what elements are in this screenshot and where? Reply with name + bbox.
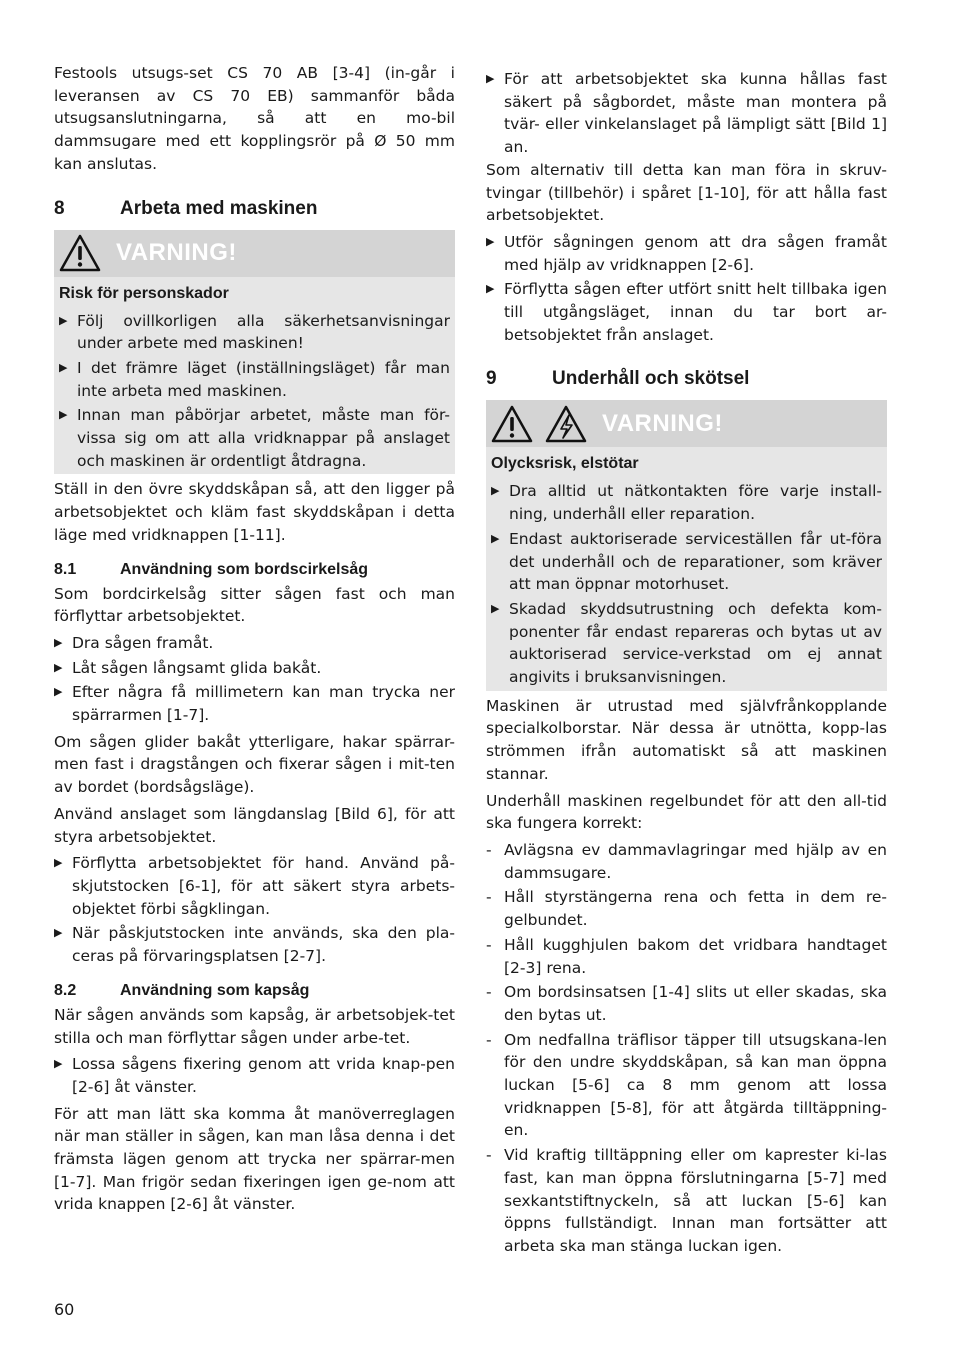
list-item: ▶ I det främre läget (inställningsläget) får man inte arbeta med maskinen. bbox=[59, 357, 450, 402]
warning-body bbox=[54, 277, 455, 475]
paragraph: Som alternativ till detta kan man föra in skruv-tvingar (tillbehör) i spåret [1-10], för att hålla fast arbetsobjektet. bbox=[486, 160, 887, 225]
triangle-right-icon: ▶ bbox=[491, 601, 500, 615]
list-item: ▶ Utför sågningen genom att dra sågen framåt med hjälp av vridknappen [2-6]. bbox=[486, 231, 887, 276]
list-item: - Avlägsna ev dammavlagringar med hjälp av en dammsugare. bbox=[486, 839, 887, 884]
paragraph: För att man lätt ska komma åt manöverreglagen när man ställer in sågen, kan man låsa denna i det främsta lägen genom att trycka ner spärrar-men [1-7]. Man frigör sedan fixeringen igen ge-nom att vrida knappen [2-6] åt vänster. bbox=[54, 1104, 455, 1214]
triangle-right-icon: ▶ bbox=[59, 360, 68, 374]
paragraph: Använd anslaget som längdanslag [Bild 6], för att styra arbetsobjektet. bbox=[54, 804, 455, 846]
list-item: ▶ När påskjutstocken inte används, ska den pla-ceras på förvaringsplatsen [2-7]. bbox=[54, 922, 455, 967]
intro-paragraph: Festools utsugs-set CS 70 AB [3-4] (in-går i leveransen av CS 70 EB) sammanför båda utsugsanslutningarna, så att en mo-bil dammsugare med ett kopplingsrör på Ø 50 mm kan anslutas. bbox=[54, 64, 455, 173]
paragraph: När sågen används som kapsåg, är arbetsobjek-tet stilla och man förflyttar sågen under arbe-tet. bbox=[54, 1005, 455, 1047]
list-item: - Håll styrstängerna rena och fetta in dem re-gelbundet. bbox=[486, 886, 887, 931]
dash-marker: - bbox=[486, 983, 492, 1002]
section-title: Användning som kapsåg bbox=[120, 981, 310, 999]
section-8-1-heading bbox=[54, 561, 455, 579]
list-item: ▶ Endast auktoriserade serviceställen får ut-föra det underhåll och de reparationer, som kräver att man öppnar motorhuset. bbox=[491, 528, 882, 596]
warning-body bbox=[486, 447, 887, 690]
warning-box bbox=[54, 230, 455, 475]
warning-subtitle: Olycksrisk, elstötar bbox=[491, 455, 639, 473]
triangle-right-icon: ▶ bbox=[54, 926, 63, 940]
warning-header bbox=[486, 400, 887, 447]
warning-header bbox=[54, 230, 455, 277]
list-item: ▶ Förflytta arbetsobjektet för hand. Använd på-skjutstocken [6-1], för att säkert styra arbets-objektet förbi sågklingan. bbox=[54, 852, 455, 920]
warning-triangle-icon bbox=[58, 233, 102, 273]
triangle-right-icon: ▶ bbox=[54, 1057, 63, 1071]
list-item: ▶ Följ ovillkorligen alla säkerhetsanvisningar under arbete med maskinen! bbox=[59, 310, 450, 355]
list-item: - Vid kraftig tilltäppning eller om kaprester ki-las fast, kan man öppna förslutningarna [5-7] med sexkantstiftnyckeln, så att luckan [5-6] kan öppns fullständigt. Innan man fortsätter att arbeta ska man stänga luckan igen. bbox=[486, 1144, 887, 1258]
section-number: 8.1 bbox=[54, 560, 77, 578]
section-number: 8.2 bbox=[54, 981, 77, 999]
list-item: ▶ För att arbetsobjektet ska kunna hållas fast säkert på sågbordet, måste man montera på tvär- eller vinkelanslaget på lämpligt sätt [Bild 1] an. bbox=[486, 68, 887, 159]
list-item: ▶ Dra sågen framåt. bbox=[54, 632, 455, 655]
dash-marker: - bbox=[486, 840, 492, 859]
dash-marker: - bbox=[486, 888, 492, 907]
list-item: ▶ Förflytta sågen efter utfört snitt helt tillbaka igen till utgångsläget, innan du tar bort ar-betsobjektet från anslaget. bbox=[486, 278, 887, 346]
list-item: - Om nedfallna träflisor täpper till utsugskana-len för den undre skyddskåpan, så kan man öppna luckan [5-6] ca 8 mm genom att lossa vridknappen [5-8], för att åtgärda tilltäppning-en. bbox=[486, 1029, 887, 1143]
page-number: 60 bbox=[54, 1300, 75, 1319]
list-item: ▶ Dra alltid ut nätkontakten före varje install-ning, underhåll eller reparation. bbox=[491, 480, 882, 525]
dash-marker: - bbox=[486, 1030, 492, 1049]
section-8-heading bbox=[54, 198, 455, 220]
triangle-right-icon: ▶ bbox=[491, 531, 500, 545]
triangle-right-icon: ▶ bbox=[54, 685, 63, 699]
triangle-right-icon: ▶ bbox=[54, 856, 63, 870]
paragraph: Om sågen glider bakåt ytterligare, hakar spärrar-men fast i dragstången och fixerar sågen i mit-ten av bordet (bordsågsläge). bbox=[54, 732, 455, 797]
warning-subtitle: Risk för personskador bbox=[59, 284, 229, 302]
warning-box bbox=[486, 400, 887, 690]
list-item: ▶ Låt sågen långsamt glida bakåt. bbox=[54, 657, 455, 680]
section-number: 9 bbox=[486, 368, 497, 390]
triangle-right-icon: ▶ bbox=[54, 635, 63, 649]
triangle-right-icon: ▶ bbox=[59, 408, 68, 422]
triangle-right-icon: ▶ bbox=[54, 660, 63, 674]
section-number: 8 bbox=[54, 197, 65, 219]
right-column bbox=[486, 68, 887, 1258]
triangle-right-icon: ▶ bbox=[486, 282, 495, 296]
warning-title: VARNING! bbox=[116, 239, 237, 267]
section-title: Användning som bordscirkelsåg bbox=[120, 560, 369, 578]
list-item: ▶ Skadad skyddsutrustning och defekta kom-ponenter får endast repareras och bytas ut av auktoriserad service-verkstad om ej annat angivits i bruksanvisningen. bbox=[491, 598, 882, 689]
triangle-right-icon: ▶ bbox=[491, 484, 500, 498]
section-9-heading bbox=[486, 368, 887, 390]
warning-triangle-icon bbox=[490, 404, 534, 444]
triangle-right-icon: ▶ bbox=[486, 234, 495, 248]
paragraph: Som bordcirkelsåg sitter sågen fast och man förflyttar arbetsobjektet. bbox=[54, 584, 455, 626]
list-item: - Håll kugghjulen bakom det vridbara handtaget [2-3] rena. bbox=[486, 934, 887, 979]
electric-hazard-icon bbox=[544, 404, 588, 444]
list-item: ▶ Lossa sågens fixering genom att vrida knap-pen [2-6] åt vänster. bbox=[54, 1053, 455, 1098]
section-title: Arbeta med maskinen bbox=[120, 197, 318, 219]
list-item: ▶ Efter några få millimetern kan man trycka ner spärrarmen [1-7]. bbox=[54, 681, 455, 726]
dash-marker: - bbox=[486, 935, 492, 954]
triangle-right-icon: ▶ bbox=[486, 72, 495, 85]
dash-marker: - bbox=[486, 1146, 492, 1165]
list-item: - Om bordsinsatsen [1-4] slits ut eller skadas, ska den bytas ut. bbox=[486, 981, 887, 1026]
paragraph: Maskinen är utrustad med självfrånkopplande specialkolborstar. När dessa är utnötta, kopp-las strömmen ifrån automatiskt så att maskinen stannar. bbox=[486, 696, 887, 783]
section-title: Underhåll och skötsel bbox=[552, 368, 750, 390]
paragraph: Underhåll maskinen regelbundet för att den all-tid ska fungera korrekt: bbox=[486, 791, 887, 833]
warning-title: VARNING! bbox=[602, 409, 723, 437]
triangle-right-icon: ▶ bbox=[59, 313, 68, 327]
list-item: ▶ Innan man påbörjar arbetet, måste man för-vissa sig om att alla vridknappar på anslaget och maskinen är ordentligt åtdragna. bbox=[59, 404, 450, 472]
section-8-2-heading bbox=[54, 982, 455, 1000]
left-column bbox=[54, 62, 455, 1220]
paragraph: Ställ in den övre skyddskåpan så, att den ligger på arbetsobjektet och kläm fast skyddskåpan i detta läge med vridknappen [1-11]. bbox=[54, 480, 455, 544]
